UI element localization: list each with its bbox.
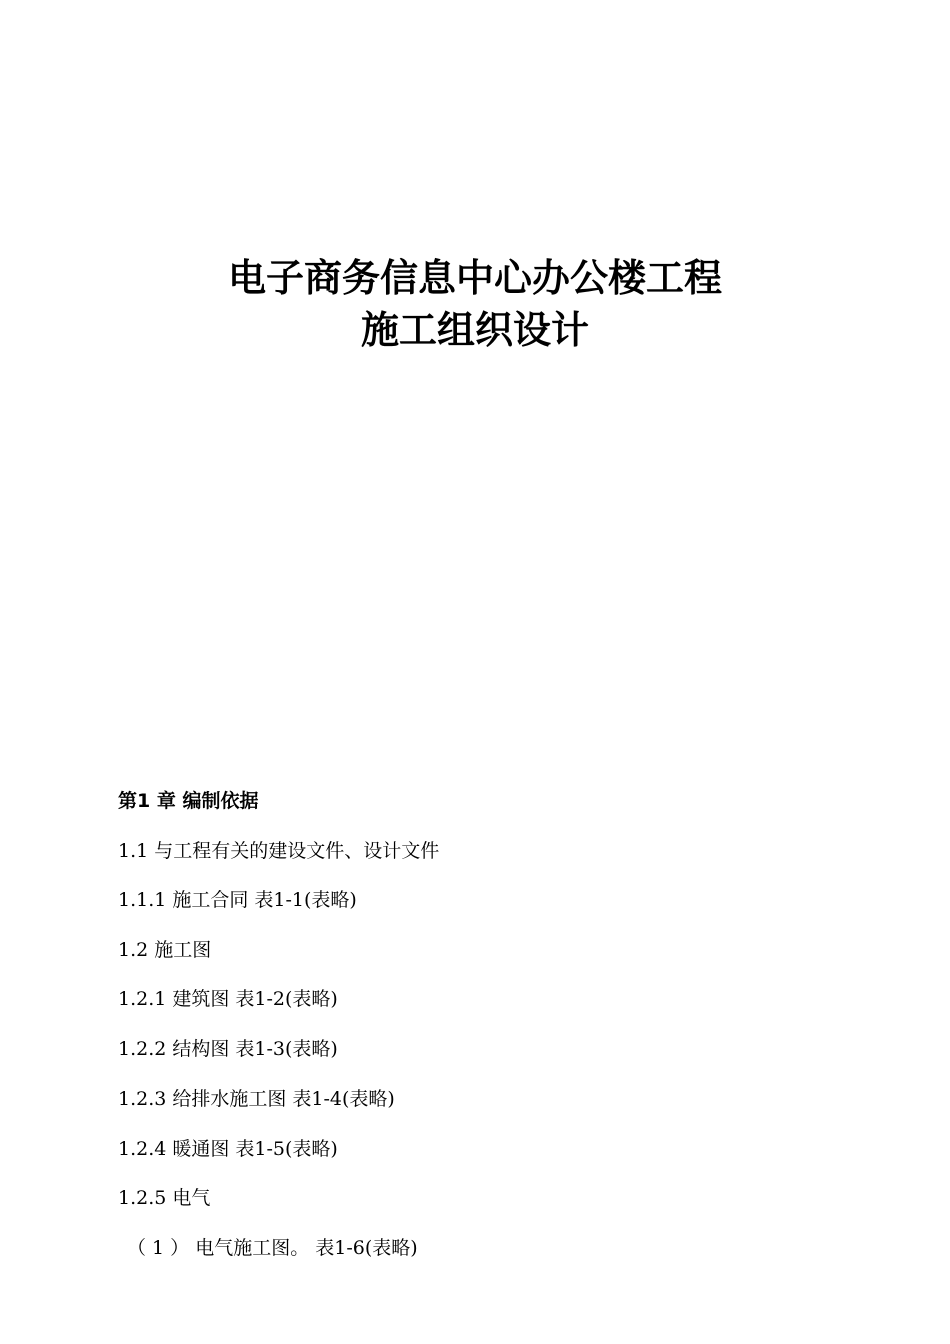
section-1-2-3: 1.2.3 给排水施工图 表1-4(表略) bbox=[118, 1088, 395, 1110]
title-line-project: 电子商务信息中心办公楼工程 bbox=[227, 256, 722, 300]
section-1-2-1: 1.2.1 建筑图 表1-2(表略) bbox=[118, 988, 338, 1010]
section-1-2-4: 1.2.4 暖通图 表1-5(表略) bbox=[118, 1138, 338, 1160]
document-title bbox=[0, 252, 950, 356]
list-item-electrical-drawings: （ 1 ） 电气施工图。 表1-6(表略) bbox=[127, 1237, 418, 1259]
title-line-subject: 施工组织设计 bbox=[360, 308, 589, 352]
section-1-1: 1.1 与工程有关的建设文件、设计文件 bbox=[118, 840, 440, 862]
section-1-1-1: 1.1.1 施工合同 表1-1(表略) bbox=[118, 889, 357, 911]
section-1-2-2: 1.2.2 结构图 表1-3(表略) bbox=[118, 1038, 338, 1060]
section-1-2-5: 1.2.5 电气 bbox=[118, 1187, 211, 1209]
chapter-heading: 第1 章 编制依据 bbox=[118, 790, 259, 812]
section-1-2: 1.2 施工图 bbox=[118, 939, 212, 961]
